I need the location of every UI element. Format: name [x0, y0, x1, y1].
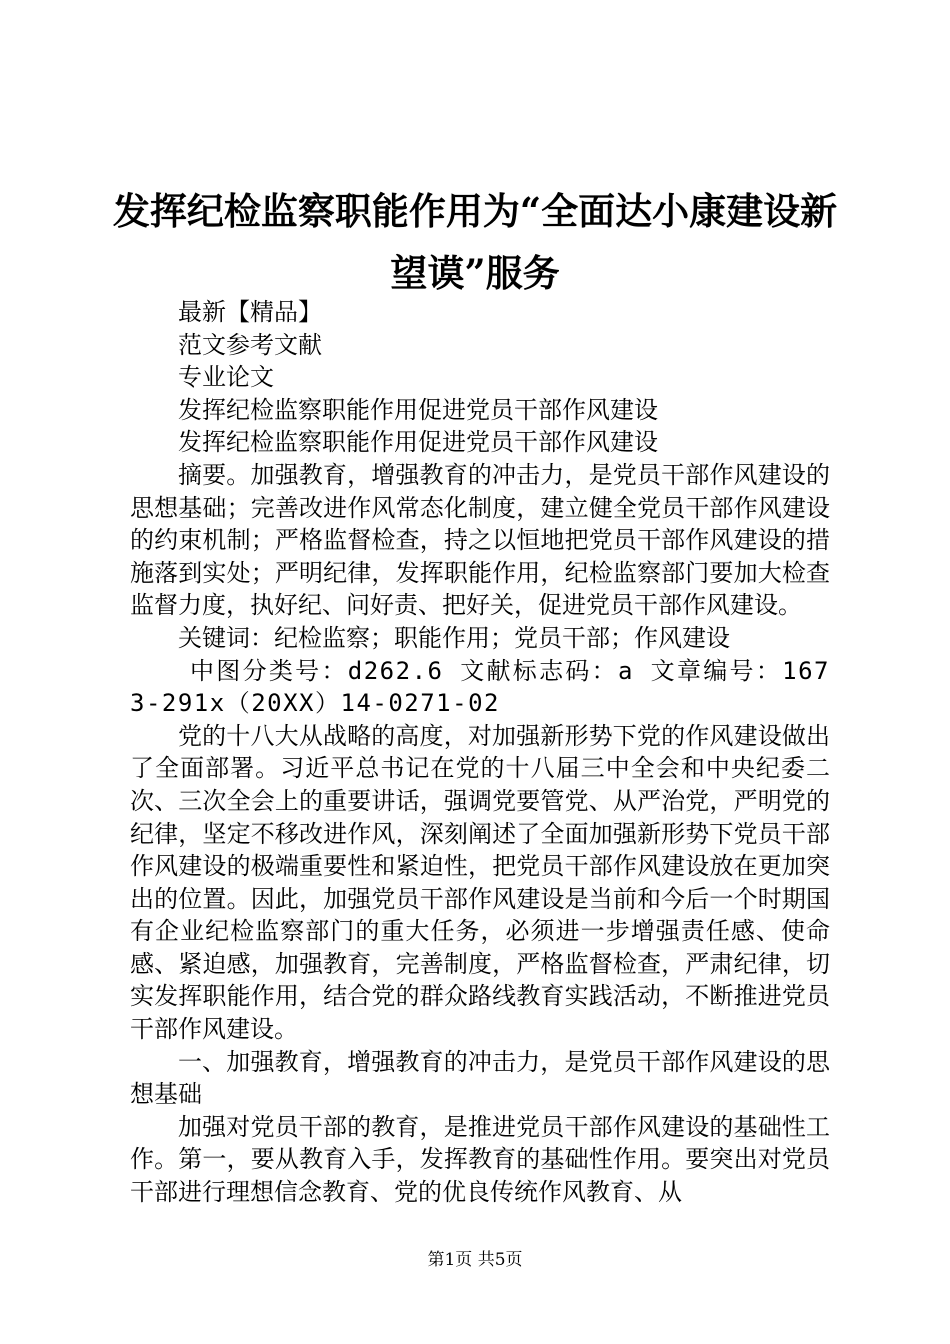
header-line: 专业论文 — [178, 363, 274, 392]
body-paragraph: 党的十八大从战略的高度，对加强新形势下党的作风建设做出了全面部署。习近平总书记在党的十八届三中全会和中央纪委二次、三次全会上的重要讲话，强调党要管党、从严治党，严明党的纪律，坚定不移改进作风，深刻阐述了全面加强新形势下党员干部作风建设的极端重要性和紧迫性，把党员干部作风建设放在更加突出的位置。因此，加强党员干部作风建设是当前和今后一个时期国有企业纪检监察部门的重大任务，必须进一步增强责任感、使命感、紧迫感，加强教育，完善制度，严格监督检查，严肃纪律，切实发挥职能作用，结合党的群众路线教育实践活动，不断推进党员干部作风建设。 — [130, 721, 830, 1044]
page-number-footer: 第1页 共5页 — [427, 1250, 523, 1270]
header-line: 范文参考文献 — [178, 330, 322, 359]
header-line: 发挥纪检监察职能作用促进党员干部作风建设 — [178, 428, 658, 457]
document-title: 发挥纪检监察职能作用为“全面达小康建设新望谟”服务 — [112, 189, 838, 295]
body-paragraph: 加强对党员干部的教育，是推进党员干部作风建设的基础性工作。第一，要从教育入手，发挥教育的基础性作用。要突出对党员干部进行理想信念教育、党的优良传统作风教育、从 — [130, 1112, 830, 1207]
abstract-paragraph: 摘要。加强教育，增强教育的冲击力，是党员干部作风建设的思想基础；完善改进作风常态化制度，建立健全党员干部作风建设的约束机制；严格监督检查，持之以恒地把党员干部作风建设的措施落到实处；严明纪律，发挥职能作用，纪检监察部门要加大检查监督力度，执好纪、问好责、把好关，促进党员干部作风建设。 — [130, 460, 830, 620]
document-body — [130, 296, 830, 1209]
header-line: 发挥纪检监察职能作用促进党员干部作风建设 — [178, 395, 658, 424]
classification-line: 中图分类号：d262.6 文献标志码：a 文章编号：1673-291x（20XX）14-0271-02 — [130, 656, 830, 718]
section-heading: 一、加强教育，增强教育的冲击力，是党员干部作风建设的思想基础 — [130, 1047, 830, 1109]
keywords-line: 关键词：纪检监察；职能作用；党员干部；作风建设 — [178, 623, 730, 652]
header-line: 最新【精品】 — [178, 298, 322, 326]
